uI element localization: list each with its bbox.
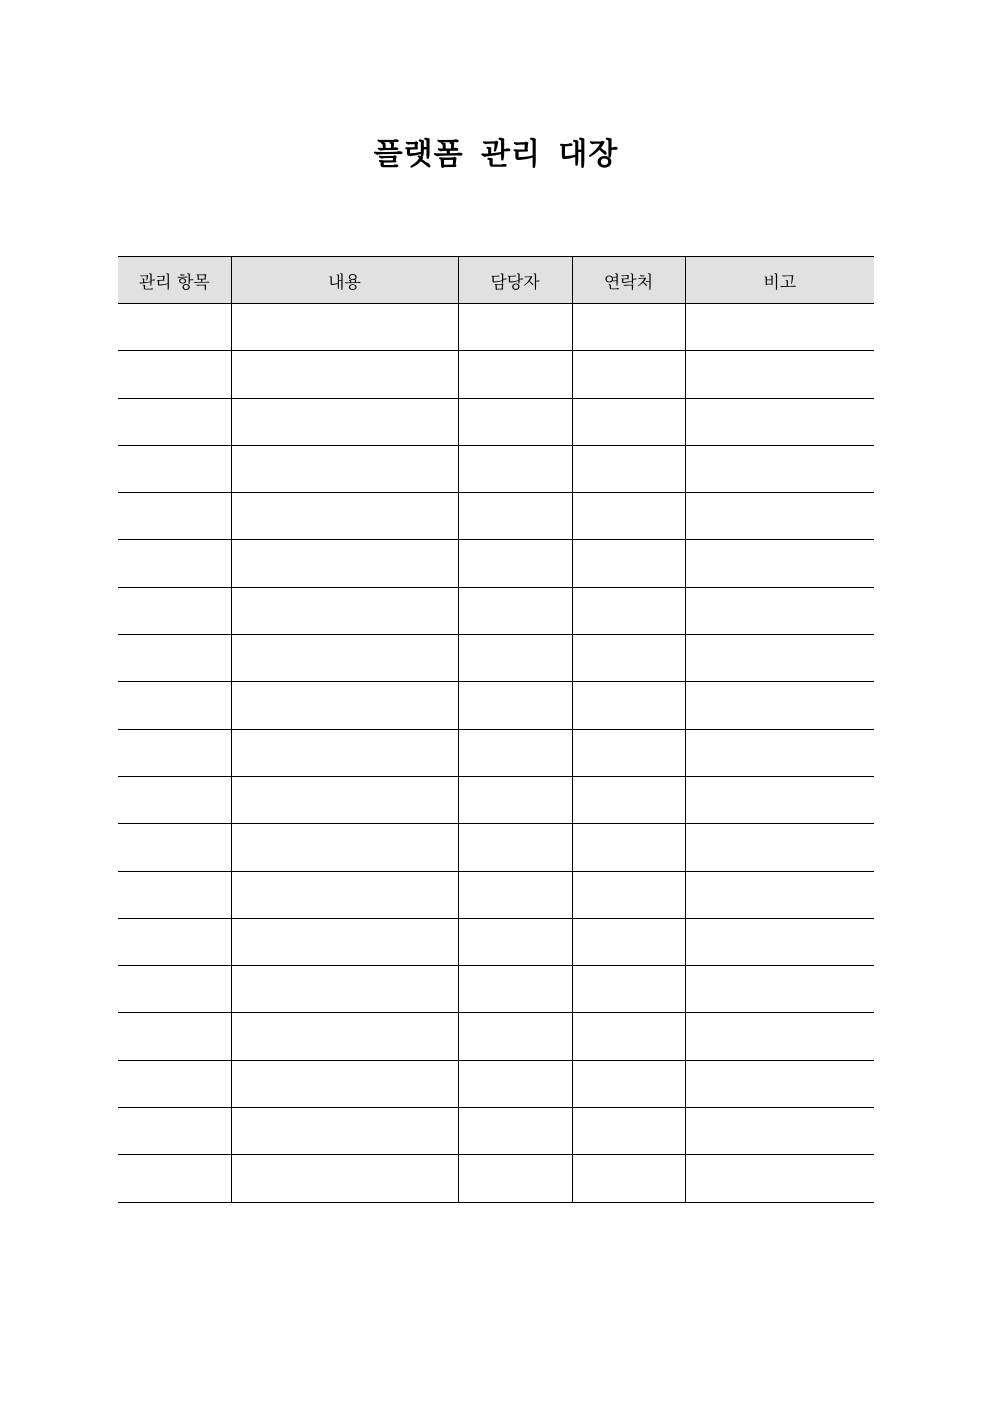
cell-content[interactable] [231, 871, 458, 918]
cell-remarks[interactable] [685, 966, 874, 1013]
cell-content[interactable] [231, 493, 458, 540]
cell-contact[interactable] [572, 587, 685, 634]
cell-contact[interactable] [572, 871, 685, 918]
header-manager: 담당자 [458, 257, 572, 304]
cell-remarks[interactable] [685, 776, 874, 823]
cell-contact[interactable] [572, 398, 685, 445]
table-row [118, 871, 874, 918]
cell-contact[interactable] [572, 635, 685, 682]
table-row [118, 540, 874, 587]
cell-remarks[interactable] [685, 1013, 874, 1060]
table-row [118, 918, 874, 965]
table-row [118, 398, 874, 445]
cell-contact[interactable] [572, 1013, 685, 1060]
table-row [118, 966, 874, 1013]
cell-contact[interactable] [572, 540, 685, 587]
cell-manage-item[interactable] [118, 776, 231, 823]
cell-remarks[interactable] [685, 1108, 874, 1155]
cell-remarks[interactable] [685, 871, 874, 918]
cell-manage-item[interactable] [118, 351, 231, 398]
cell-manager[interactable] [458, 1108, 572, 1155]
cell-manager[interactable] [458, 1013, 572, 1060]
cell-contact[interactable] [572, 776, 685, 823]
cell-remarks[interactable] [685, 1155, 874, 1202]
table-body [118, 304, 874, 1203]
cell-content[interactable] [231, 729, 458, 776]
cell-manage-item[interactable] [118, 871, 231, 918]
cell-manager[interactable] [458, 540, 572, 587]
table-row [118, 351, 874, 398]
cell-manage-item[interactable] [118, 587, 231, 634]
cell-content[interactable] [231, 351, 458, 398]
table-row [118, 493, 874, 540]
cell-manage-item[interactable] [118, 398, 231, 445]
cell-content[interactable] [231, 635, 458, 682]
cell-manage-item[interactable] [118, 493, 231, 540]
cell-content[interactable] [231, 1155, 458, 1202]
cell-contact[interactable] [572, 729, 685, 776]
cell-manage-item[interactable] [118, 1013, 231, 1060]
table-row [118, 587, 874, 634]
cell-content[interactable] [231, 587, 458, 634]
cell-contact[interactable] [572, 351, 685, 398]
cell-manager[interactable] [458, 918, 572, 965]
table-row [118, 1155, 874, 1202]
cell-manager[interactable] [458, 304, 572, 351]
cell-content[interactable] [231, 682, 458, 729]
cell-content[interactable] [231, 1060, 458, 1107]
cell-manage-item[interactable] [118, 635, 231, 682]
cell-manager[interactable] [458, 682, 572, 729]
table-row [118, 304, 874, 351]
cell-content[interactable] [231, 918, 458, 965]
cell-content[interactable] [231, 1013, 458, 1060]
cell-manage-item[interactable] [118, 729, 231, 776]
table-row [118, 824, 874, 871]
cell-contact[interactable] [572, 493, 685, 540]
cell-remarks[interactable] [685, 445, 874, 492]
table-row [118, 729, 874, 776]
cell-manager[interactable] [458, 445, 572, 492]
cell-content[interactable] [231, 540, 458, 587]
cell-manage-item[interactable] [118, 682, 231, 729]
cell-remarks[interactable] [685, 587, 874, 634]
cell-remarks[interactable] [685, 1060, 874, 1107]
cell-manager[interactable] [458, 966, 572, 1013]
cell-contact[interactable] [572, 824, 685, 871]
cell-manager[interactable] [458, 493, 572, 540]
table-row [118, 1060, 874, 1107]
cell-contact[interactable] [572, 966, 685, 1013]
cell-manage-item[interactable] [118, 304, 231, 351]
cell-manager[interactable] [458, 776, 572, 823]
cell-contact[interactable] [572, 682, 685, 729]
cell-manage-item[interactable] [118, 966, 231, 1013]
cell-manager[interactable] [458, 398, 572, 445]
cell-manager[interactable] [458, 351, 572, 398]
cell-manager[interactable] [458, 824, 572, 871]
cell-manage-item[interactable] [118, 1060, 231, 1107]
page-title: 플랫폼 관리 대장 [373, 137, 619, 172]
cell-manage-item[interactable] [118, 824, 231, 871]
header-contact: 연락처 [572, 257, 685, 304]
cell-manage-item[interactable] [118, 918, 231, 965]
cell-remarks[interactable] [685, 304, 874, 351]
table-row [118, 635, 874, 682]
cell-manager[interactable] [458, 635, 572, 682]
cell-manage-item[interactable] [118, 445, 231, 492]
table-row [118, 445, 874, 492]
cell-remarks[interactable] [685, 824, 874, 871]
cell-content[interactable] [231, 304, 458, 351]
cell-remarks[interactable] [685, 540, 874, 587]
cell-manager[interactable] [458, 871, 572, 918]
cell-remarks[interactable] [685, 918, 874, 965]
cell-remarks[interactable] [685, 729, 874, 776]
cell-remarks[interactable] [685, 635, 874, 682]
cell-remarks[interactable] [685, 398, 874, 445]
header-content: 내용 [231, 257, 458, 304]
cell-content[interactable] [231, 398, 458, 445]
cell-content[interactable] [231, 445, 458, 492]
cell-manage-item[interactable] [118, 540, 231, 587]
cell-content[interactable] [231, 824, 458, 871]
cell-manager[interactable] [458, 1060, 572, 1107]
table-row [118, 776, 874, 823]
cell-manage-item[interactable] [118, 1108, 231, 1155]
cell-remarks[interactable] [685, 682, 874, 729]
header-remarks: 비고 [685, 257, 874, 304]
cell-content[interactable] [231, 966, 458, 1013]
ledger-table [118, 256, 874, 1203]
cell-contact[interactable] [572, 1155, 685, 1202]
header-row [118, 257, 874, 304]
cell-contact[interactable] [572, 1060, 685, 1107]
cell-content[interactable] [231, 776, 458, 823]
cell-contact[interactable] [572, 445, 685, 492]
header-manage-item: 관리 항목 [118, 257, 231, 304]
cell-manager[interactable] [458, 729, 572, 776]
table-row [118, 1108, 874, 1155]
cell-manager[interactable] [458, 1155, 572, 1202]
cell-contact[interactable] [572, 918, 685, 965]
table-row [118, 1013, 874, 1060]
table-row [118, 682, 874, 729]
cell-remarks[interactable] [685, 351, 874, 398]
cell-contact[interactable] [572, 304, 685, 351]
cell-contact[interactable] [572, 1108, 685, 1155]
cell-manager[interactable] [458, 587, 572, 634]
cell-content[interactable] [231, 1108, 458, 1155]
cell-manage-item[interactable] [118, 1155, 231, 1202]
cell-remarks[interactable] [685, 493, 874, 540]
